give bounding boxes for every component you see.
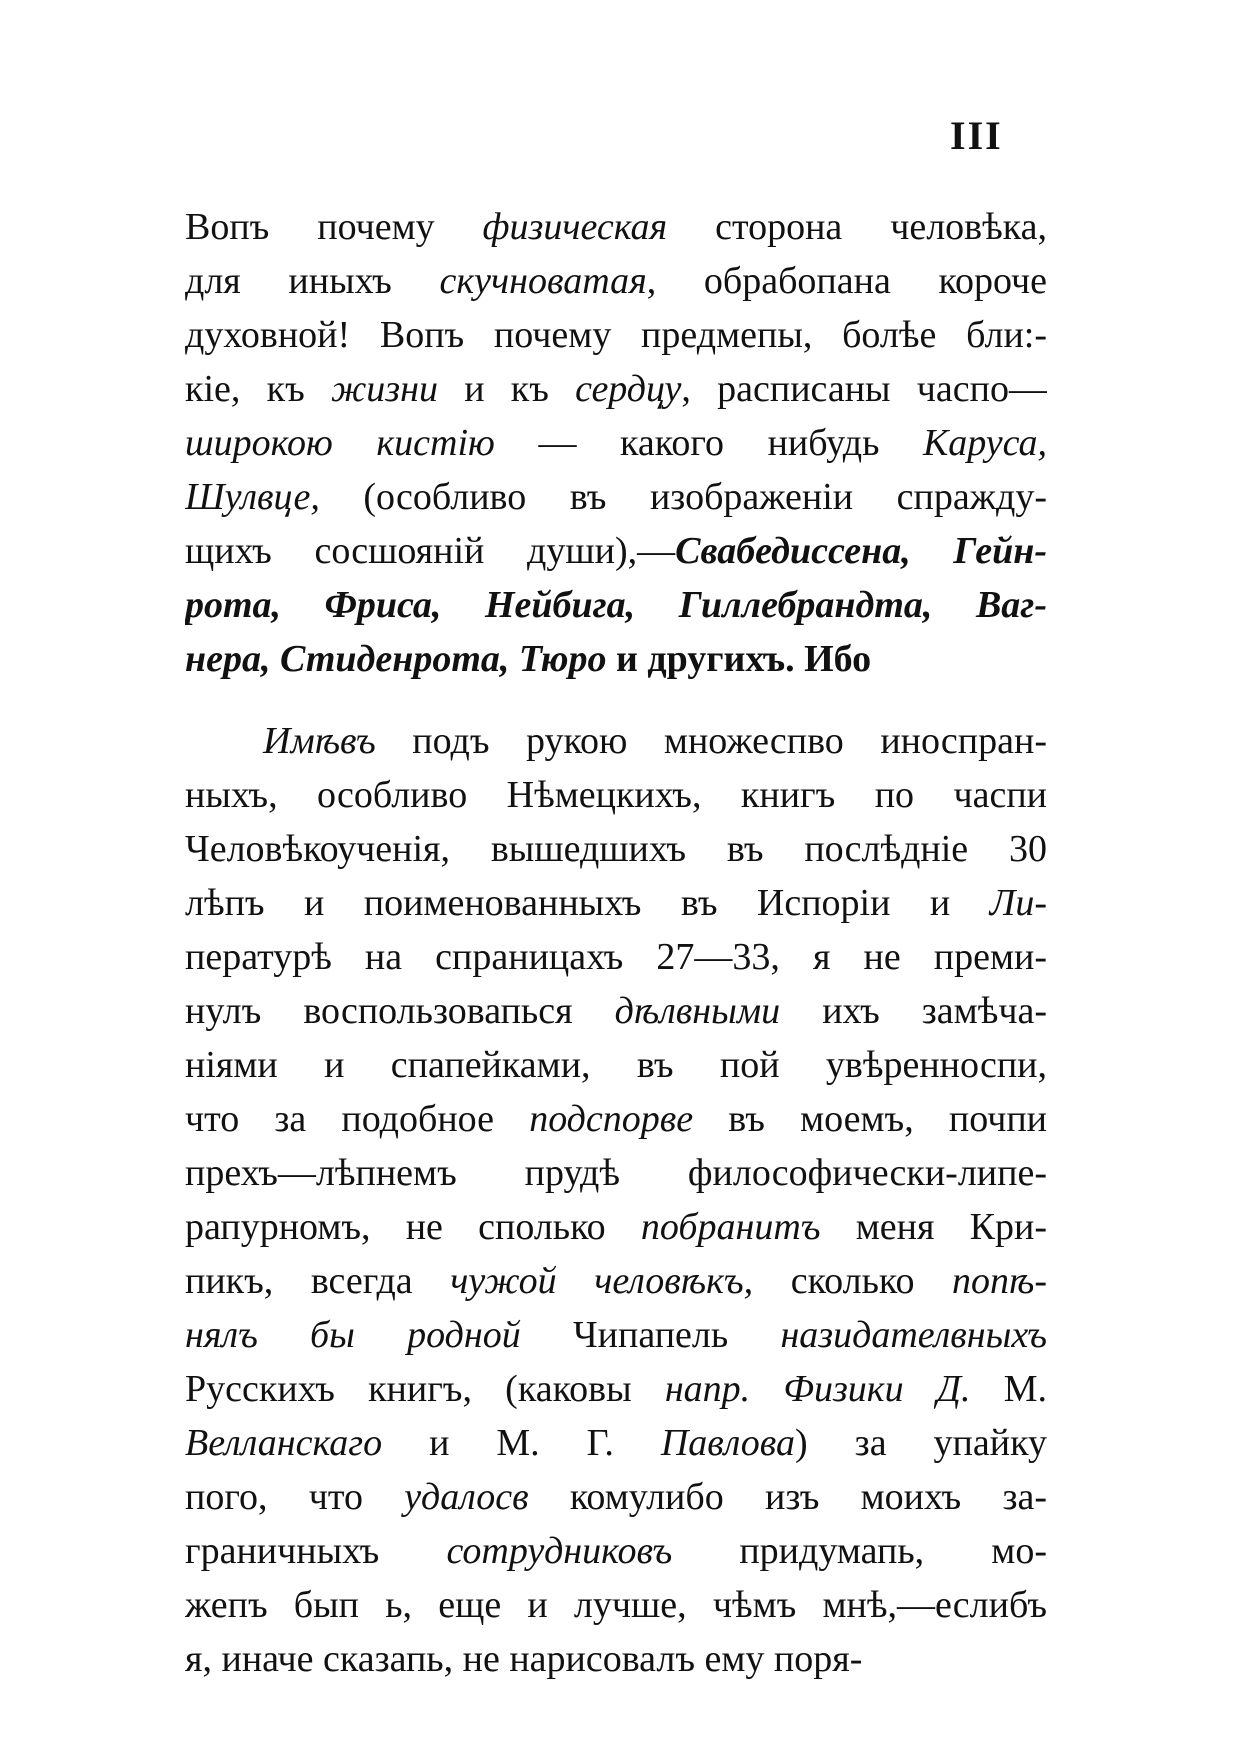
text-segment: граничныхъ (185, 1530, 447, 1572)
text-segment: духовной! Вопъ почему предмепы, болѣе бли:- (185, 314, 1047, 356)
text-line (185, 930, 1047, 984)
paragraph (185, 200, 1047, 686)
text-line (185, 578, 1047, 632)
text-line (185, 632, 1047, 686)
text-segment: для иныхъ (185, 260, 440, 302)
text-line (185, 200, 1047, 254)
text-segment: пого, что (185, 1476, 405, 1518)
text-segment: попѣ- (952, 1260, 1047, 1302)
text-segment: , расписаны часпо— (681, 368, 1047, 410)
page-number: III (950, 113, 1003, 158)
text-segment: нера, Стиденрота, Тюро (185, 638, 607, 680)
text-segment: Велланскаго (185, 1422, 383, 1464)
text-segment: Имѣвъ (263, 720, 376, 762)
text-line (185, 1524, 1047, 1578)
text-line (185, 1092, 1047, 1146)
text-segment: (особливо въ изображеніи спраждy- (319, 476, 1047, 518)
text-segment: ) за упайку (795, 1422, 1047, 1464)
text-line (185, 714, 1047, 768)
text-segment: кіе, къ (185, 368, 331, 410)
text-segment: сердцу (575, 368, 682, 410)
text-segment: Павлова (660, 1422, 796, 1464)
text-line (185, 254, 1047, 308)
text-line (185, 1632, 1047, 1686)
text-segment: скучноватая (439, 260, 647, 302)
text-segment: подъ рукою множеспво иноспран- (375, 720, 1047, 762)
text-line (185, 1578, 1047, 1632)
text-segment: ныхъ, особливо Нѣмецкихъ, книгъ по часпи (185, 774, 1047, 816)
text-segment: щихъ сосшояній души),— (185, 530, 676, 572)
text-segment: въ моемъ, почпи (693, 1098, 1047, 1140)
text-segment: пературѣ на спраницахъ 27—33, я не преми- (185, 936, 1047, 978)
text-segment: нялъ бы родной (185, 1314, 521, 1356)
text-segment: , обрабопана короче (646, 260, 1047, 302)
text-segment: жизни (330, 368, 438, 410)
text-segment: меня Кри- (820, 1206, 1047, 1248)
text-line (185, 1200, 1047, 1254)
text-segment: Шулвце, (185, 476, 320, 518)
text-segment: сотрудниковъ (446, 1530, 673, 1572)
text-segment: ихъ замѣча- (780, 990, 1047, 1032)
text-segment: и М. Г. (382, 1422, 661, 1464)
paragraph (185, 714, 1047, 1686)
text-segment: Русскихъ книгъ, (каковы (185, 1368, 665, 1410)
text-segment: что за подобное (185, 1098, 530, 1140)
text-segment: рапурномъ, не сполько (185, 1206, 641, 1248)
text-segment: ніями и спапейками, въ пой увѣренноспи, (185, 1044, 1047, 1086)
text-line (185, 1146, 1047, 1200)
text-segment: Ли- (989, 882, 1047, 924)
text-line (185, 470, 1047, 524)
text-segment: нулъ воспользовапься (185, 990, 615, 1032)
text-line (185, 1308, 1047, 1362)
text-line (185, 362, 1047, 416)
text-segment: удалосв (404, 1476, 529, 1518)
text-line (185, 984, 1047, 1038)
text-line (185, 1038, 1047, 1092)
text-segment: назидателвныхъ (780, 1314, 1047, 1356)
text-segment: пикъ, всегда (185, 1260, 451, 1302)
text-segment: чужой человѣкъ, (450, 1260, 754, 1302)
text-segment: — какого нибудь (494, 422, 923, 464)
text-segment: физическая (482, 206, 668, 248)
text-line (185, 768, 1047, 822)
paragraph-gap (185, 686, 1047, 714)
text-segment: дѣлвными (614, 990, 781, 1032)
text-segment: сколько (753, 1260, 952, 1302)
body-text (185, 200, 1047, 1686)
text-segment: я, иначе сказапь, не нарисовалъ ему поря- (185, 1638, 863, 1680)
text-line (185, 308, 1047, 362)
text-segment: Человѣкоученія, вышедшихъ въ послѣдніе 30 (185, 828, 1047, 870)
text-line (185, 1416, 1047, 1470)
text-line (185, 1362, 1047, 1416)
text-segment: Свабедиссена, Гейн- (675, 530, 1047, 572)
text-line (185, 822, 1047, 876)
text-segment: прехъ—лѣпнемъ прудѣ философически-липе- (185, 1152, 1047, 1194)
text-segment: комулибо изъ моихъ за- (528, 1476, 1047, 1518)
text-segment: рота, Фриса, Нейбига, Гиллебрандта, Ваг- (185, 584, 1047, 626)
text-line (185, 416, 1047, 470)
text-segment: подспорве (529, 1098, 694, 1140)
text-segment: М. (970, 1368, 1047, 1410)
text-segment: Чипапель (520, 1314, 781, 1356)
text-line (185, 524, 1047, 578)
text-segment: побранитъ (640, 1206, 821, 1248)
text-segment: напр. Физики Д. (664, 1368, 971, 1410)
text-segment: лѣпъ и поименованныхъ въ Испоріи и (185, 882, 990, 924)
text-segment: широкою кистію (185, 422, 495, 464)
text-segment: сторона человѣка, (667, 206, 1047, 248)
text-segment: жепъ бып ь, еще и лучше, чѣмъ мнѣ,—еслибъ (185, 1584, 1047, 1626)
text-segment: Вопъ почему (185, 206, 483, 248)
text-segment: и къ (437, 368, 576, 410)
text-segment: и другихъ. Ибо (606, 638, 872, 680)
text-line (185, 876, 1047, 930)
text-line (185, 1254, 1047, 1308)
text-segment: придумапь, мо- (672, 1530, 1047, 1572)
text-line (185, 1470, 1047, 1524)
text-segment: Каруса, (923, 422, 1047, 464)
